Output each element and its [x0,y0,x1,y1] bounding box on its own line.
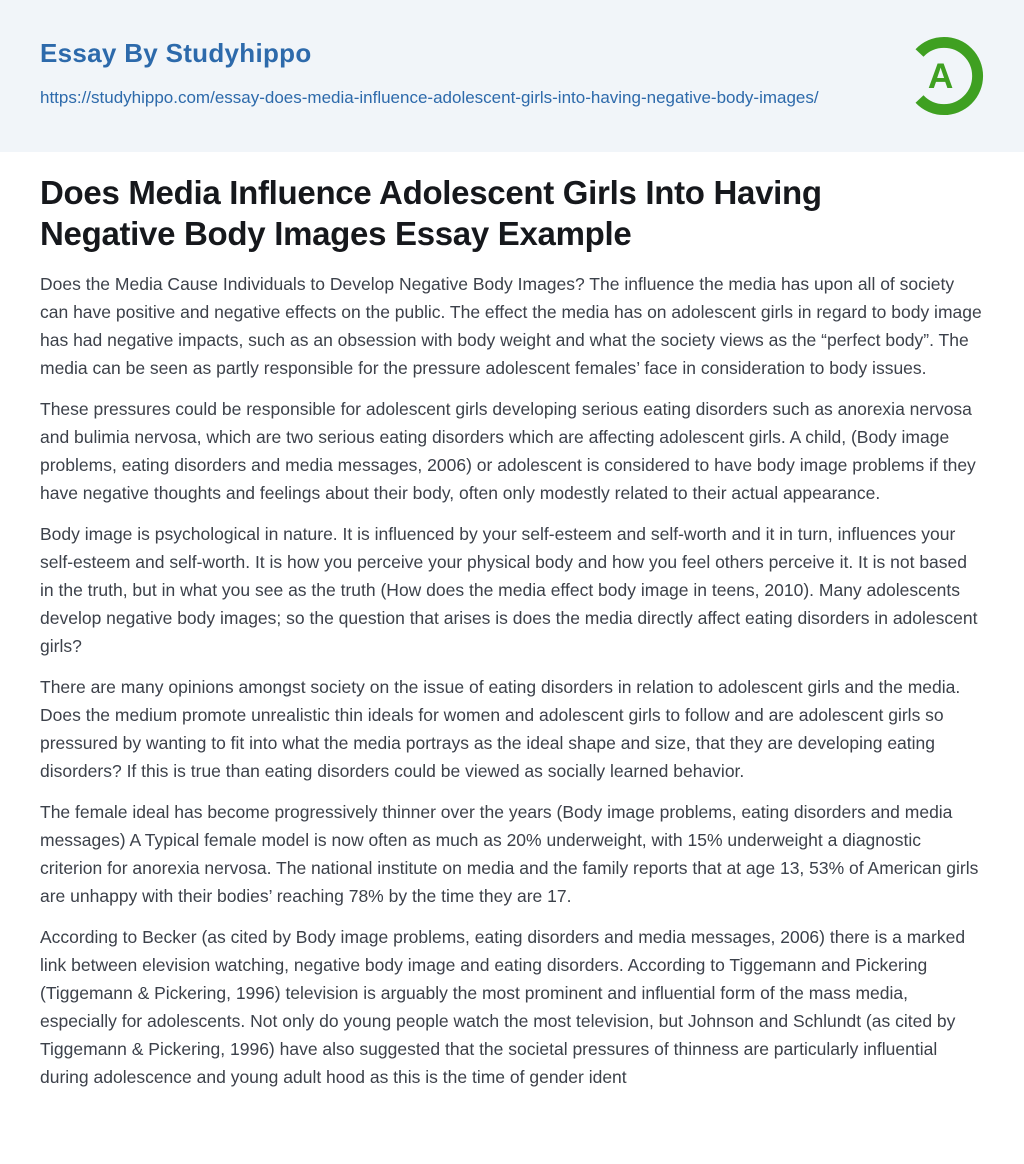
essay-content [0,152,1024,1164]
logo-arc-icon [902,32,986,120]
essay-paragraph: According to Becker (as cited by Body image problems, eating disorders and media messages, 2006) there is a marked link between elevision watching, negative body image and eating disorders. According to Tiggemann and Pickering (Tiggemann & Pickering, 1996) television is arguably the most prominent and influential form of the mass media, especially for adolescents. Not only do young people watch the most television, but Johnson and Schlundt (as cited by Tiggemann & Pickering, 1996) have also suggested that the societal pressures of thinness are particularly influential during adolescence and young adult hood as this is the time of gender ident [40,927,966,1087]
essay-url-link[interactable]: https://studyhippo.com/essay-does-media-influence-adolescent-girls-into-having-negative-body-images/ [40,88,819,107]
page-header [0,0,1024,152]
site-title: Essay By Studyhippo [40,38,312,68]
essay-title: Does Media Influence Adolescent Girls Into Having Negative Body Images Essay Example [40,174,822,252]
essay-paragraph: Does the Media Cause Individuals to Develop Negative Body Images? The influence the media has upon all of society can have positive and negative effects on the public. The effect the media has on adolescent girls in regard to body image has had negative impacts, such as an obsession with body weight and what the society views as the “perfect body”. The media can be seen as partly responsible for the pressure adolescent females’ face in consideration to body issues. [40,274,982,378]
header-text-block [40,38,819,111]
logo-letter: A [927,56,954,96]
studyhippo-logo [902,32,986,120]
essay-paragraph: These pressures could be responsible for adolescent girls developing serious eating disorders such as anorexia nervosa and bulimia nervosa, which are two serious eating disorders which are affecting adolescent girls. A child, (Body image problems, eating disorders and media messages, 2006) or adolescent is considered to have body image problems if they have negative thoughts and feelings about their body, often only modestly related to their actual appearance. [40,399,976,503]
essay-paragraph: The female ideal has become progressively thinner over the years (Body image problems, eating disorders and media messages) A Typical female model is now often as much as 20% underweight, with 15% underweight a diagnostic criterion for anorexia nervosa. The national institute on media and the family reports that at age 13, 53% of American girls are unhappy with their bodies’ reaching 78% by the time they are 17. [40,802,979,906]
essay-paragraph: Body image is psychological in nature. It is influenced by your self-esteem and self-worth and it in turn, influences your self-esteem and self-worth. It is how you perceive your physical body and how you feel others perceive it. It is not based in the truth, but in what you see as the truth (How does the media effect body image in teens, 2010). Many adolescents develop negative body images; so the question that arises is does the media directly affect eating disorders in adolescent girls? [40,524,978,656]
essay-paragraph: There are many opinions amongst society on the issue of eating disorders in relation to adolescent girls and the media. Does the medium promote unrealistic thin ideals for women and adolescent girls to follow and are adolescent girls so pressured by wanting to fit into what the media portrays as the ideal shape and size, that they are developing eating disorders? If this is true than eating disorders could be viewed as socially learned behavior. [40,677,961,781]
